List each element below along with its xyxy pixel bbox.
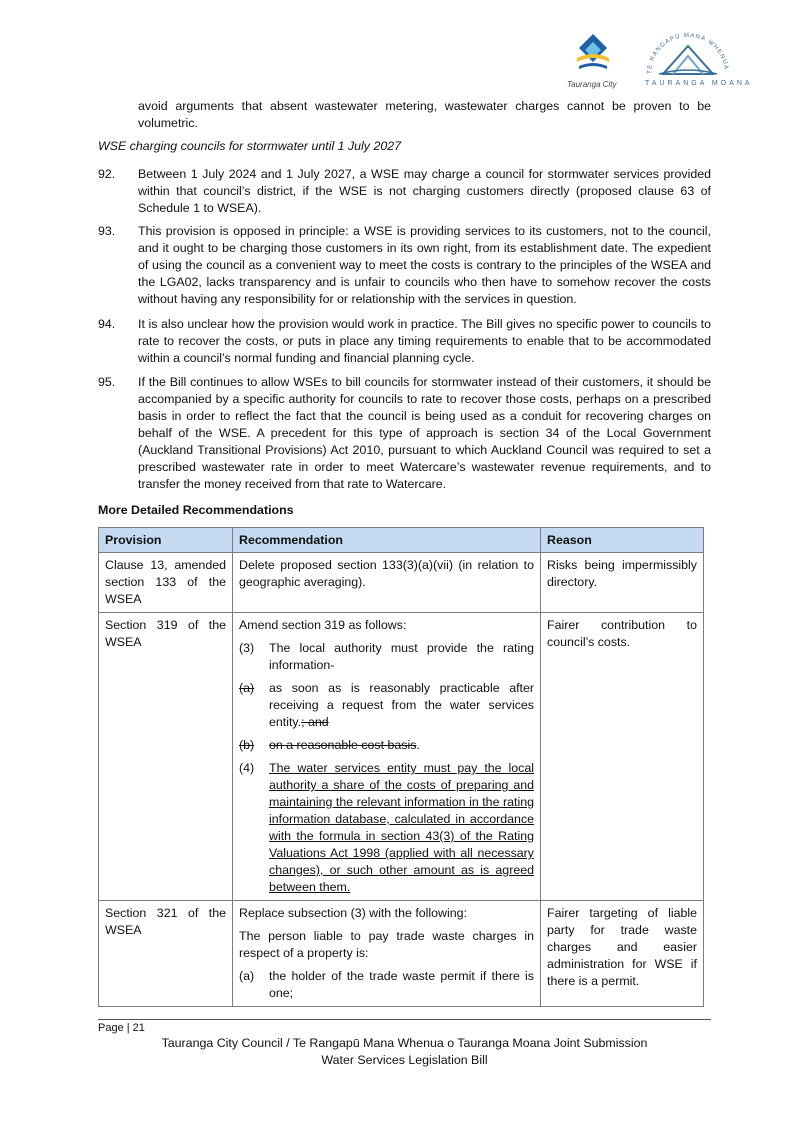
amend-intro: Amend section 319 as follows: <box>239 618 407 632</box>
clause-struck-text: ; and <box>301 715 329 729</box>
header-provision: Provision <box>99 528 233 553</box>
mana-whenua-logo <box>633 28 753 94</box>
mana-whenua-mark-icon <box>633 28 743 80</box>
table-row <box>99 553 704 613</box>
paragraph-text: This provision is opposed in principle: a WSE is providing services to its customers, not to the council, and it ought to be charging those customers in its own right, from its establishment date. The expedient of using the council as a convenient way to meet the costs is contrary to the principles of the WSEA and the LGA02, lacks transparency and is unfair to councils who then have to somehow recover the costs without having any responsibility for or relationship with the services in question. <box>138 224 711 306</box>
tauranga-city-logo <box>563 28 633 94</box>
paragraph-number: 92. <box>98 167 116 181</box>
recommendations-table <box>98 527 704 1007</box>
provision-cell: Section 319 of the WSEA <box>99 613 233 901</box>
reason-cell: Risks being impermissibly directory. <box>541 553 704 613</box>
recommendations-heading: More Detailed Recommendations <box>98 503 294 517</box>
clause-text: the holder of the trade waste permit if there is one; <box>269 969 534 1000</box>
paragraph-text: Between 1 July 2024 and 1 July 2027, a WSE may charge a council for stormwater services provided within that council’s district, if the WSE is not charging customers directly (proposed clause 63 of Schedule 1 to WSEA). <box>138 167 711 215</box>
clause-3 <box>239 640 534 674</box>
table-row <box>99 901 704 1007</box>
clause-4 <box>239 760 534 896</box>
footer-line-1: Tauranga City Council / Te Rangapū Mana Whenua o Tauranga Moana Joint Submission <box>161 1036 648 1050</box>
footer-divider <box>98 1019 711 1020</box>
header-logos <box>563 28 753 94</box>
header-recommendation: Recommendation <box>233 528 541 553</box>
header-reason: Reason <box>541 528 704 553</box>
clause-end: . <box>416 738 420 752</box>
recommendation-cell <box>233 901 541 1007</box>
paragraph-number: 94. <box>98 317 116 331</box>
recommendation-cell: Delete proposed section 133(3)(a)(vii) (in relation to geographic averaging). <box>233 553 541 613</box>
clause-label: (a) <box>239 681 255 695</box>
clause-text-wrap <box>269 737 534 754</box>
page-number: Page | 21 <box>98 1022 145 1034</box>
footer <box>98 1035 711 1069</box>
replace-intro: Replace subsection (3) with the following: <box>239 906 467 920</box>
paragraph-number: 93. <box>98 224 116 238</box>
paragraph-text: It is also unclear how the provision would work in practice. The Bill gives no specific power to councils to rate to recover the costs, or puts in place any timing requirements to enable that to be accommodated within a council’s normal funding and financial planning cycle. <box>138 317 711 365</box>
recommendation-cell <box>233 613 541 901</box>
section-heading: WSE charging councils for stormwater until 1 July 2027 <box>98 139 402 153</box>
mana-whenua-name: TAURANGA MOANA <box>645 80 753 87</box>
clause-text: The local authority must provide the rating information- <box>269 641 534 672</box>
paragraph-continuation: avoid arguments that absent wastewater metering, wastewater charges cannot be proven to be volumetric. <box>138 99 711 130</box>
replace-text: The person liable to pay trade waste charges in respect of a property is: <box>239 929 534 960</box>
tcc-brand-suffix: City <box>602 80 617 89</box>
mana-whenua-arc-text: TE RANGAPŪ MANA WHENUA <box>646 32 729 75</box>
provision-cell: Section 321 of the WSEA <box>99 901 233 1007</box>
reason-cell: Fairer targeting of liable party for trade waste charges and easier administration for WSE if there is a permit. <box>541 901 704 1007</box>
provision-cell: Clause 13, amended section 133 of the WSEA <box>99 553 233 613</box>
clause-label: (a) <box>239 969 255 983</box>
clause-text: as soon as is reasonably practicable after receiving a request from the water services entity. <box>269 681 534 729</box>
clause-a <box>239 968 534 1002</box>
clause-b <box>239 737 534 754</box>
paragraph-number: 95. <box>98 375 116 389</box>
clause-a <box>239 680 534 731</box>
footer-line-2: Water Services Legislation Bill <box>321 1053 488 1067</box>
clause-label: (4) <box>239 761 255 775</box>
table-row <box>99 613 704 901</box>
svg-text:TE RANGAPŪ MANA WHENUA O <box>633 28 729 74</box>
paragraph-text: If the Bill continues to allow WSEs to bill councils for stormwater instead of their customers, it should be accompanied by a specific authority for councils to rate to recover those costs, perhaps on a prescribed basis in order to reflect the fact that the council is being used as a conduit for recovering charges on behalf of the WSE. A precedent for this type of approach is section 34 of the Local Government (Auckland Transitional Provisions) Act 2010, pursuant to which Auckland Council was required to set a prescribed wastewater rate in order to meet Watercare’s wastewater revenue requirements, and to transfer the money received from that rate to Watercare. <box>138 375 711 491</box>
clause-text-wrap <box>269 680 534 731</box>
reason-cell: Fairer contribution to council’s costs. <box>541 613 704 901</box>
clause-inserted-text: The water services entity must pay the local authority a share of the costs of preparing and maintaining the relevant information in the rating information database, calculated in accordance with the formula in section 43(3) of the Rating Valuations Act 1998 (applied with all necessary changes), or such other amount as is agreed between them. <box>269 761 534 894</box>
clause-label: (b) <box>239 738 255 752</box>
clause-label: (3) <box>239 641 255 655</box>
clause-struck-text: on a reasonable cost basis <box>269 738 417 752</box>
table-header-row <box>99 528 704 553</box>
tcc-brand-text: Tauranga <box>567 80 601 89</box>
tauranga-city-mark-icon <box>563 28 623 80</box>
